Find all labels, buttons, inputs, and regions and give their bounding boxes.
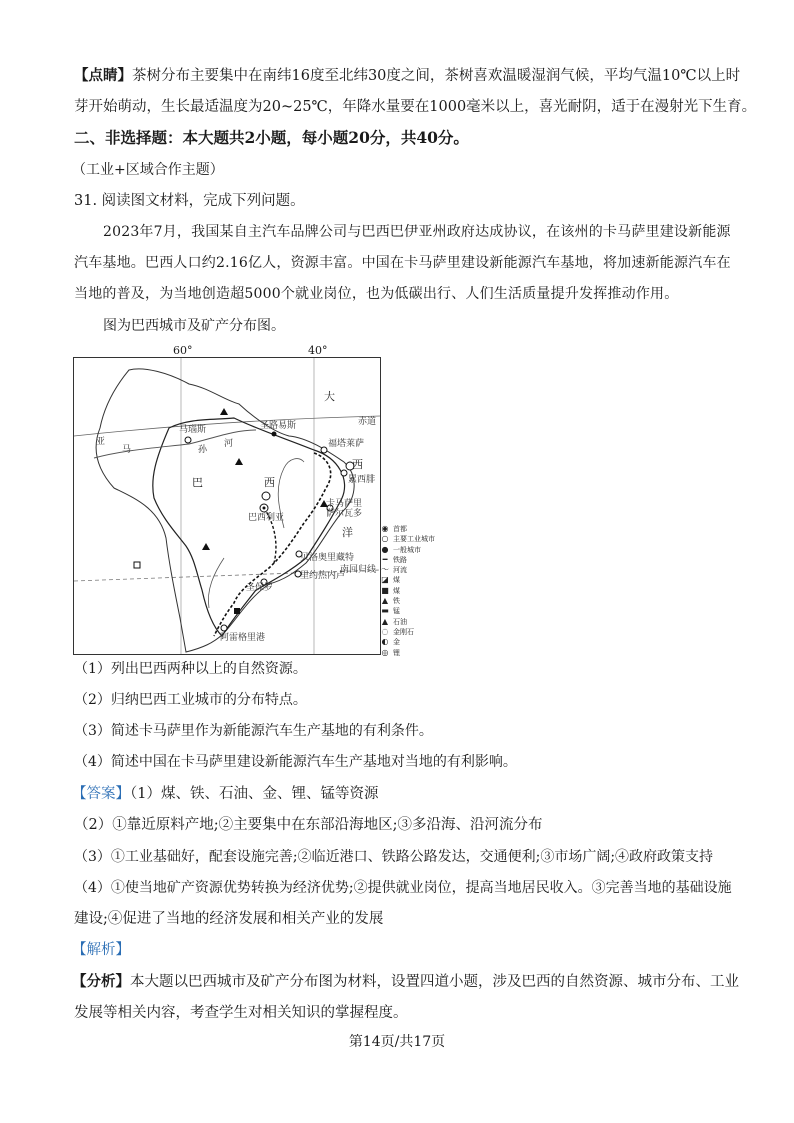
brazil-map xyxy=(73,357,381,655)
analysis-line-1 xyxy=(72,972,739,992)
major-city-icon: ○ xyxy=(381,534,389,544)
legend-river: ～ 河流 xyxy=(381,565,407,575)
map-label-ya: 亚 xyxy=(96,437,106,447)
tip-label: 【点睛】 xyxy=(74,67,132,84)
map-label-porto-alegre: 阿雷格里港 xyxy=(220,633,266,643)
city-sao-luis xyxy=(272,432,277,437)
map-label-sun: 孙 xyxy=(198,445,208,455)
legend-railway: ━ 铁路 xyxy=(380,555,435,565)
figure-intro: 图为巴西城市及矿产分布图。 xyxy=(103,318,285,334)
map-label-fortaleza: 福塔莱萨 xyxy=(328,439,365,449)
topic-note: （工业+区域合作主题） xyxy=(72,162,224,178)
answer-line-1 xyxy=(72,784,722,804)
legend-iron: ▲ 铁 xyxy=(381,596,400,606)
section-heading: 二、非选择题：本大题共2小题，每小题20分，共40分。 xyxy=(74,128,469,147)
legend-city: ● 一般城市 xyxy=(381,544,421,554)
railway-icon: ━ xyxy=(382,554,388,564)
map-label-rio: 里约热内卢 xyxy=(300,571,346,581)
oil-icon: ◪ xyxy=(381,575,389,585)
map-label-tropic: 南回归线 xyxy=(340,565,377,575)
map-label-xi: 西 xyxy=(264,476,275,489)
map-label-sao-luis: 圣路易斯 xyxy=(260,421,297,431)
answer-1: （1）煤、铁、石油、金、锂、锰等资源 xyxy=(130,786,379,802)
capital-icon: ◉ xyxy=(381,524,389,533)
fenxi-label: 【分析】 xyxy=(72,973,130,990)
legend-manganese: ▬ 锰 xyxy=(381,606,400,616)
legend-diamond: ◌ 金刚石 xyxy=(381,626,414,636)
city-porto-alegre xyxy=(221,625,227,631)
legend-major-city: ○ 主要工业城市 xyxy=(381,534,435,544)
sub-question-2: （2）归纳巴西工业城市的分布特点。 xyxy=(74,692,307,708)
mineral-gold xyxy=(262,492,270,500)
tip-text-2: 芽开始萌动，生长最适温度为20~25℃，年降水量要在1000毫米以上，喜光耐阴，适于在漫射光下生育。 xyxy=(74,99,757,115)
city-icon: ● xyxy=(381,544,389,554)
map-label-bh: 贝洛奥里藏特 xyxy=(300,553,355,563)
map-label-ma: 马 xyxy=(122,445,132,455)
map-label-sp: 圣保罗 xyxy=(246,583,274,593)
capital-dot xyxy=(263,507,266,510)
mineral-iron-2 xyxy=(235,458,243,465)
answer-3: （3）①工业基础好，配套设施完善;②临近港口、铁路公路发达，交通便利;③市场广阔;④政府政策支持 xyxy=(74,849,714,865)
lon-60-label: 60° xyxy=(173,344,193,357)
page-footer: 第14页/共17页 xyxy=(348,1034,446,1050)
map-label-brasilia: 巴西利亚 xyxy=(248,513,285,523)
legend-oil: ◪ 煤 xyxy=(381,575,400,585)
mineral-iron-1 xyxy=(220,408,228,415)
map-legend xyxy=(380,524,435,658)
legend-oil2: ▲ 石油 xyxy=(381,616,407,626)
question-title: 31. 阅读图文材料，完成下列问题。 xyxy=(74,193,305,209)
map-label-manaus: 马瑙斯 xyxy=(179,425,207,435)
sub-question-3: （3）简述卡马萨里作为新能源汽车生产基地的有利条件。 xyxy=(74,723,433,739)
coal-icon: ■ xyxy=(381,585,389,595)
analysis-text-2: 发展等相关内容，考查学生对相关知识的掌握程度。 xyxy=(74,1005,408,1021)
brazil-map-svg xyxy=(74,358,380,654)
mineral-oil-1 xyxy=(134,562,140,568)
manganese-icon: ▬ xyxy=(381,606,389,616)
answer-4-line-2: 建设;④促进了当地的经济发展和相关产业的发展 xyxy=(74,911,384,927)
map-label-recife: 累西腓 xyxy=(348,475,376,485)
analysis-text-1: 本大题以巴西城市及矿产分布图为材料，设置四道小题，涉及巴西的自然资源、城市分布、工业 xyxy=(130,974,739,990)
river-icon: ～ xyxy=(381,565,389,575)
map-label-yang: 洋 xyxy=(342,526,353,539)
answer-4-line-1: （4）①使当地矿产资源优势转换为经济优势;②提供就业岗位，提高当地居民收入。③完善当地的基础设施 xyxy=(74,880,732,896)
analysis-label: 【解析】 xyxy=(72,942,130,958)
city-manaus xyxy=(185,437,191,443)
question-para-1: 2023年7月，我国某自主汽车品牌公司与巴西巴伊亚州政府达成协议，在该州的卡马萨里建设新能源 xyxy=(103,224,731,240)
map-label-da: 大 xyxy=(324,390,335,403)
mineral-coal-1 xyxy=(234,608,240,614)
question-para-3: 当地的普及，为当地创造超5000个就业岗位，也为低碳出行、人们生活质量提升发挥推动作用。 xyxy=(74,286,679,302)
map-label-camacari: 卡马萨里 xyxy=(326,499,363,509)
parana-river xyxy=(208,558,224,608)
map-label-equator: 赤道 xyxy=(358,417,377,427)
tip-line-1 xyxy=(74,66,741,86)
mineral-iron-4 xyxy=(202,543,210,550)
answer-label: 【答案】 xyxy=(72,786,130,802)
legend-capital: ◉ 首都 xyxy=(381,524,407,533)
legend-coal: ■ 煤 xyxy=(381,585,400,595)
map-label-salvador: 萨尔瓦多 xyxy=(326,509,363,519)
legend-lithium: ◎ 锂 xyxy=(381,647,400,657)
legend-gold: ◐ 金 xyxy=(381,637,400,647)
sub-question-4: （4）简述中国在卡马萨里建设新能源汽车生产基地对当地的有利影响。 xyxy=(74,754,517,770)
map-label-xi-ocean: 西 xyxy=(352,458,363,471)
iron-icon: ▲ xyxy=(381,596,389,606)
tip-text-1: 茶树分布主要集中在南纬16度至北纬30度之间，茶树喜欢温暖湿润气候，平均气温10℃以上时 xyxy=(132,68,741,84)
gold-icon: ◐ xyxy=(381,637,389,647)
question-para-2: 汽车基地。巴西人口约2.16亿人，资源丰富。中国在卡马萨里建设新能源汽车基地，将加速新能源汽车在 xyxy=(74,255,731,271)
city-recife xyxy=(341,470,347,476)
map-label-he: 河 xyxy=(224,439,234,449)
lon-40-label: 40° xyxy=(308,344,328,357)
oil2-icon: ▲ xyxy=(381,616,389,626)
lithium-icon: ◎ xyxy=(381,647,389,657)
city-fortaleza xyxy=(321,447,327,453)
sub-question-1: （1）列出巴西两种以上的自然资源。 xyxy=(74,661,307,677)
map-label-ba: 巴 xyxy=(192,476,203,489)
answer-2: （2）①靠近原料产地;②主要集中在东部沿海地区;③多沿海、沿河流分布 xyxy=(74,817,543,833)
diamond-icon: ◌ xyxy=(381,626,389,636)
